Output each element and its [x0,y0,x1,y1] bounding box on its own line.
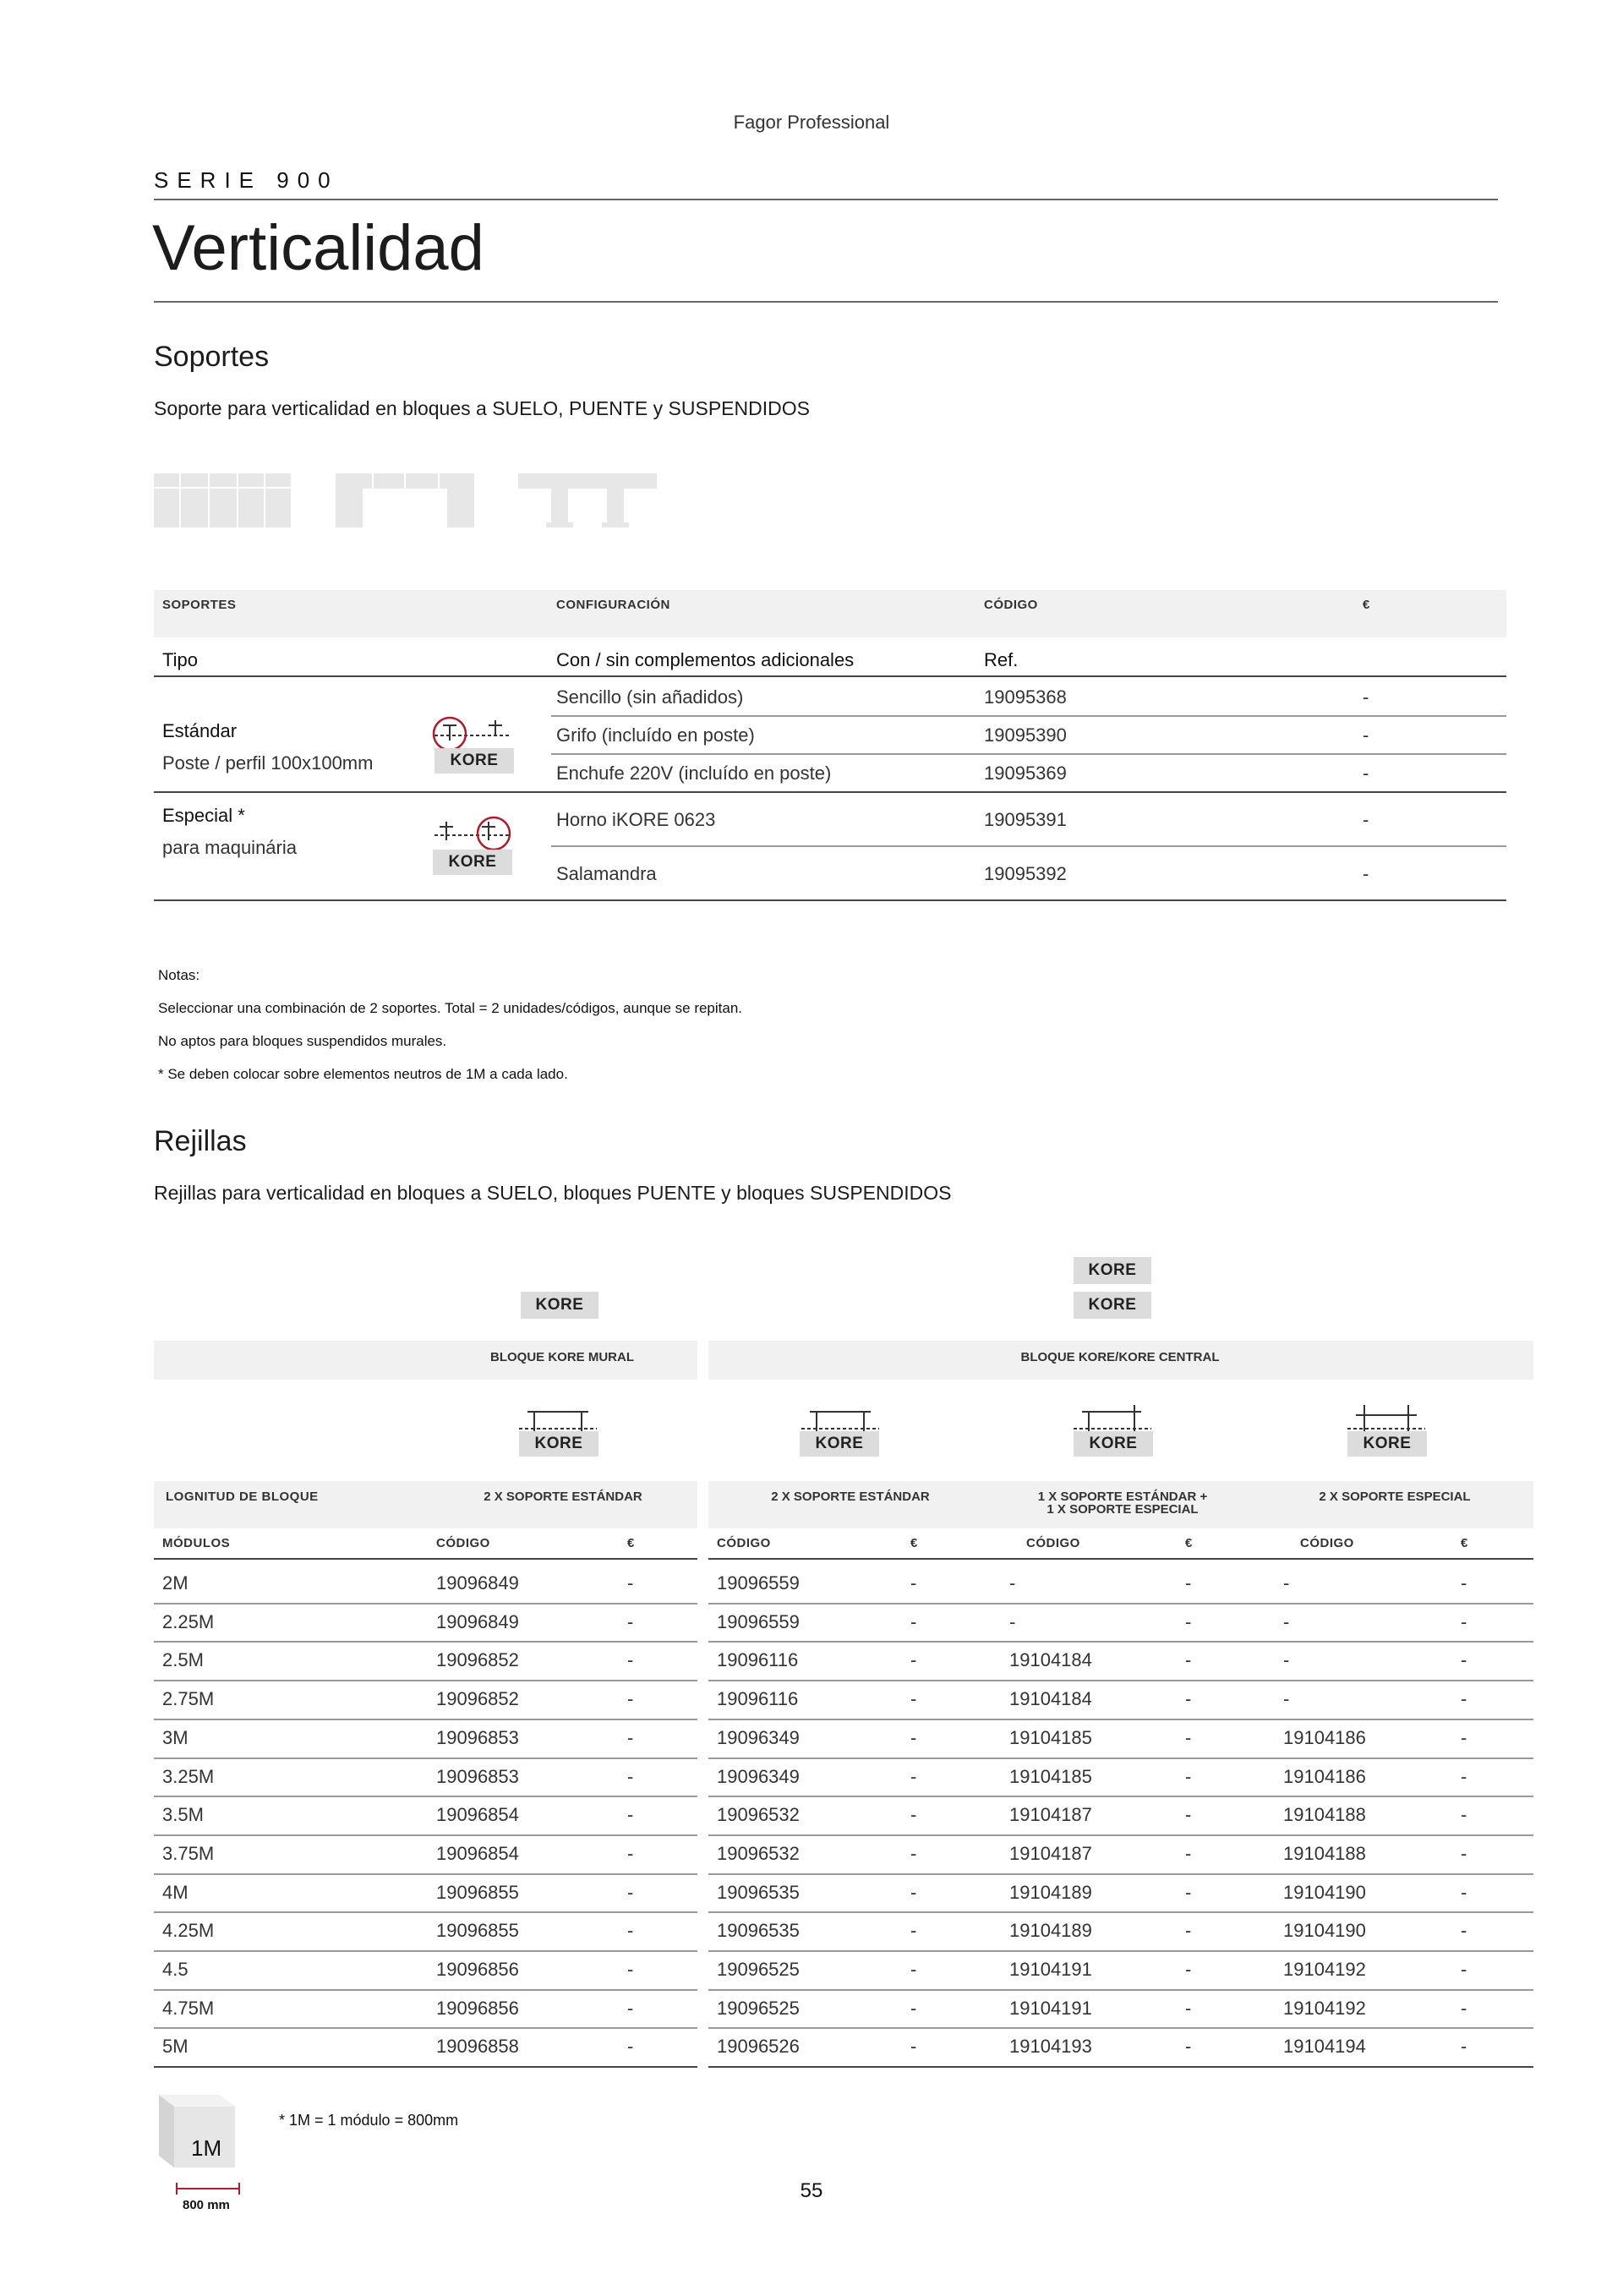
code-cell: 19096855 [436,1881,519,1903]
kore-mural-top-badge: KORE [521,1292,598,1319]
price-cell: - [1461,1881,1467,1903]
code-cell: 19104188 [1283,1804,1366,1826]
divider [708,1603,1533,1604]
code-cell: - [1283,1610,1290,1632]
price-cell: - [1185,1688,1192,1710]
row-price: - [1363,809,1369,830]
price-cell: - [627,1610,634,1632]
euro-header: € [627,1536,635,1550]
price-cell: - [910,1881,917,1903]
module-cell: 2.25M [162,1610,215,1632]
sub-header-ref: Ref. [984,649,1019,670]
module-cell: 3.75M [162,1842,215,1864]
divider [708,1558,1533,1560]
divider [708,1680,1533,1681]
row-config: Sencillo (sin añadidos) [556,686,744,708]
price-cell: - [627,1997,634,2019]
price-cell: - [627,1572,634,1594]
code-cell: 19096858 [436,2036,519,2058]
code-cell: 19104184 [1009,1649,1092,1671]
code-cell: 19096532 [717,1842,800,1864]
price-cell: - [1185,1920,1192,1942]
codigo-header: CÓDIGO [436,1536,490,1550]
price-cell: - [1185,2036,1192,2058]
divider [154,1680,697,1681]
footnote-text: * 1M = 1 módulo = 800mm [279,2112,459,2129]
module-cell: 2.5M [162,1649,204,1671]
col-mural-header: 2 X SOPORTE ESTÁNDAR [484,1490,642,1504]
row-price: - [1363,863,1369,884]
codigo-header: CÓDIGO [1300,1536,1354,1550]
price-cell: - [1185,1649,1192,1671]
code-cell: 19096853 [436,1726,519,1748]
price-cell: - [910,1997,917,2019]
price-cell: - [1461,1765,1467,1787]
price-cell: - [1185,1610,1192,1632]
row-price: - [1363,763,1369,784]
divider [708,1796,1533,1797]
module-cell: 3M [162,1726,189,1748]
estandar-desc: Poste / perfil 100x100mm [162,752,374,774]
price-cell: - [910,2036,917,2058]
code-cell: 19104186 [1283,1726,1366,1748]
module-cell: 5M [162,2036,189,2058]
code-cell: 19096849 [436,1572,519,1594]
divider [551,715,1506,717]
divider [154,2066,697,2068]
price-cell: - [627,1765,634,1787]
divider [154,199,1498,200]
code-cell: 19096535 [717,1920,800,1942]
modulos-header: MÓDULOS [162,1536,231,1550]
module-cell: 2.75M [162,1688,215,1710]
col-central-std-header: 2 X SOPORTE ESTÁNDAR [771,1490,930,1504]
divider [154,1989,697,1991]
price-cell: - [1461,1726,1467,1748]
code-cell: 19096349 [717,1726,800,1748]
code-cell: 19096116 [717,1688,799,1710]
config-central-esp-kore-badge: KORE [1347,1431,1427,1457]
code-cell: - [1283,1649,1290,1671]
row-code: 19095392 [984,863,1067,884]
col-header-euro: € [1363,598,1370,612]
price-cell: - [1461,1997,1467,2019]
divider [708,1719,1533,1720]
code-cell: 19096853 [436,1765,519,1787]
sub-header-tipo: Tipo [162,649,198,670]
price-cell: - [1185,1997,1192,2019]
code-cell: - [1009,1572,1016,1594]
module-cell: 4.5 [162,1959,189,1980]
estandar-name: Estándar [162,720,238,741]
price-cell: - [1461,1688,1467,1710]
module-cell: 3.5M [162,1804,204,1826]
code-cell: - [1009,1610,1016,1632]
module-cell: 4.75M [162,1997,215,2019]
price-cell: - [1461,1610,1467,1632]
code-cell: 19104190 [1283,1881,1366,1903]
price-cell: - [910,1610,917,1632]
code-cell: - [1283,1688,1290,1710]
divider [154,1558,697,1560]
code-cell: 19096525 [717,1959,800,1980]
price-cell: - [1461,1804,1467,1826]
euro-header: € [1185,1536,1193,1550]
col-central-esp-header: 2 X SOPORTE ESPECIAL [1319,1490,1471,1504]
row-config: Horno iKORE 0623 [556,809,716,830]
divider [708,1873,1533,1875]
module-cell: 4M [162,1881,189,1903]
price-cell: - [910,1804,917,1826]
config-central-mixed-kore-badge: KORE [1074,1431,1153,1457]
code-cell: 19096532 [717,1804,800,1826]
code-cell: 19096526 [717,2036,800,2058]
col-header-configuracion: CONFIGURACIÓN [556,598,670,612]
code-cell: 19096856 [436,1997,519,2019]
code-cell: 19096349 [717,1765,800,1787]
brand-header: Fagor Professional [733,112,890,133]
col-central-mixed-header-line1: 1 X SOPORTE ESTÁNDAR + [1037,1490,1208,1504]
especial-kore-badge: KORE [433,850,512,875]
code-cell: 19096849 [436,1610,519,1632]
group-mural-label: BLOQUE KORE MURAL [490,1350,634,1364]
code-cell: 19096559 [717,1610,800,1632]
code-cell: 19104186 [1283,1765,1366,1787]
price-cell: - [627,1920,634,1942]
section-heading-soportes: Soportes [154,341,270,373]
price-cell: - [910,1959,917,1980]
price-cell: - [1185,1881,1192,1903]
price-cell: - [627,1688,634,1710]
divider [708,1758,1533,1759]
row-config: Salamandra [556,863,657,884]
divider [154,1873,697,1875]
code-cell: 19104194 [1283,2036,1366,2058]
section-lead-soportes: Soporte para verticalidad en bloques a SUELO, PUENTE y SUSPENDIDOS [154,397,810,419]
euro-header: € [1461,1536,1468,1550]
row-code: 19095369 [984,763,1067,784]
code-cell: 19096535 [717,1881,800,1903]
divider [154,1603,697,1604]
config-mural-kore-badge: KORE [519,1431,598,1457]
code-cell: 19104189 [1009,1881,1092,1903]
divider [708,1911,1533,1913]
price-cell: - [910,1920,917,1942]
price-cell: - [1461,1842,1467,1864]
divider [708,1641,1533,1643]
dimension-label: 800 mm [183,2198,230,2212]
code-cell: 19096854 [436,1842,519,1864]
note-item: * Se deben colocar sobre elementos neutros de 1M a cada lado. [158,1066,568,1082]
sub-header-con-sin: Con / sin complementos adicionales [556,649,855,670]
code-cell: 19096852 [436,1688,519,1710]
divider [708,2027,1533,2029]
divider [154,1834,697,1836]
price-cell: - [910,1726,917,1748]
price-cell: - [627,1726,634,1748]
price-cell: - [627,1804,634,1826]
price-cell: - [1461,1649,1467,1671]
divider [708,1834,1533,1836]
price-cell: - [910,1688,917,1710]
code-cell: 19096856 [436,1959,519,1980]
divider [154,899,1506,901]
divider [154,301,1498,303]
price-cell: - [1185,1726,1192,1748]
group-central-label: BLOQUE KORE/KORE CENTRAL [1020,1350,1220,1364]
divider [708,1989,1533,1991]
code-cell: 19096559 [717,1572,800,1594]
section-heading-rejillas: Rejillas [154,1125,247,1157]
code-cell: 19104189 [1009,1920,1092,1942]
divider [154,2027,697,2029]
code-cell: 19104192 [1283,1997,1366,2019]
kore-central-bottom-badge: KORE [1074,1292,1151,1319]
code-cell: 19104185 [1009,1765,1092,1787]
price-cell: - [910,1572,917,1594]
row-config: Grifo (incluído en poste) [556,724,755,746]
col-header-codigo: CÓDIGO [984,598,1038,612]
code-cell: 19104187 [1009,1804,1092,1826]
price-cell: - [1461,1920,1467,1942]
price-cell: - [910,1765,917,1787]
codigo-header: CÓDIGO [1026,1536,1080,1550]
price-cell: - [1461,2036,1467,2058]
note-item: Seleccionar una combinación de 2 soportes. Total = 2 unidades/códigos, aunque se repitan. [158,1000,743,1016]
row-price: - [1363,724,1369,746]
row-config: Enchufe 220V (incluído en poste) [556,763,832,784]
divider [154,791,1506,793]
col-header-soportes: SOPORTES [162,598,237,612]
note-item: No aptos para bloques suspendidos murales. [158,1033,447,1049]
divider [708,1950,1533,1952]
divider [154,1796,697,1797]
module-cell: 4.25M [162,1920,215,1942]
price-cell: - [1185,1804,1192,1826]
code-cell: 19096116 [717,1649,799,1671]
price-cell: - [1461,1572,1467,1594]
price-cell: - [627,1959,634,1980]
notes-title: Notas: [158,967,200,983]
module-label: 1M [191,2135,222,2161]
divider [154,1911,697,1913]
code-cell: 19104184 [1009,1688,1092,1710]
section-lead-rejillas: Rejillas para verticalidad en bloques a SUELO, bloques PUENTE y bloques SUSPENDIDOS [154,1182,952,1204]
kore-central-top-badge: KORE [1074,1257,1151,1284]
divider [154,1641,697,1643]
longitud-header: LOGNITUD DE BLOQUE [166,1490,319,1504]
colhead-mural-bar [154,1481,697,1528]
code-cell: 19096852 [436,1649,519,1671]
page-number: 55 [800,2179,823,2202]
code-cell: 19104187 [1009,1842,1092,1864]
price-cell: - [627,2036,634,2058]
code-cell: 19104188 [1283,1842,1366,1864]
code-cell: 19096854 [436,1804,519,1826]
row-code: 19095391 [984,809,1067,830]
price-cell: - [910,1649,917,1671]
code-cell: - [1283,1572,1290,1594]
config-central-std-kore-badge: KORE [800,1431,879,1457]
col-central-mixed-header [996,1490,1249,1517]
series-label: SERIE 900 [154,167,339,193]
price-cell: - [627,1842,634,1864]
divider [708,2066,1533,2068]
page-title: Verticalidad [152,212,484,284]
code-cell: 19104192 [1283,1959,1366,1980]
price-cell: - [627,1649,634,1671]
col-central-mixed-header-line2: 1 X SOPORTE ESPECIAL [1046,1502,1199,1517]
divider [154,675,1506,677]
price-cell: - [1185,1842,1192,1864]
especial-name: Especial * [162,805,245,826]
table-header-bar [154,590,1506,637]
code-cell: 19104191 [1009,1959,1092,1980]
divider [154,1719,697,1720]
module-cell: 2M [162,1572,189,1594]
code-cell: 19104185 [1009,1726,1092,1748]
divider [551,845,1506,847]
row-code: 19095390 [984,724,1067,746]
code-cell: 19104191 [1009,1997,1092,2019]
codigo-header: CÓDIGO [717,1536,771,1550]
price-cell: - [1185,1572,1192,1594]
euro-header: € [910,1536,918,1550]
price-cell: - [910,1842,917,1864]
code-cell: 19096525 [717,1997,800,2019]
code-cell: 19096855 [436,1920,519,1942]
code-cell: 19104190 [1283,1920,1366,1942]
row-code: 19095368 [984,686,1067,708]
estandar-kore-badge: KORE [434,748,514,774]
especial-desc: para maquinária [162,837,297,858]
divider [154,1758,697,1759]
price-cell: - [627,1881,634,1903]
price-cell: - [1185,1959,1192,1980]
divider [551,753,1506,755]
price-cell: - [1461,1959,1467,1980]
module-cell: 3.25M [162,1765,215,1787]
row-price: - [1363,686,1369,708]
price-cell: - [1185,1765,1192,1787]
divider [154,1950,697,1952]
code-cell: 19104193 [1009,2036,1092,2058]
